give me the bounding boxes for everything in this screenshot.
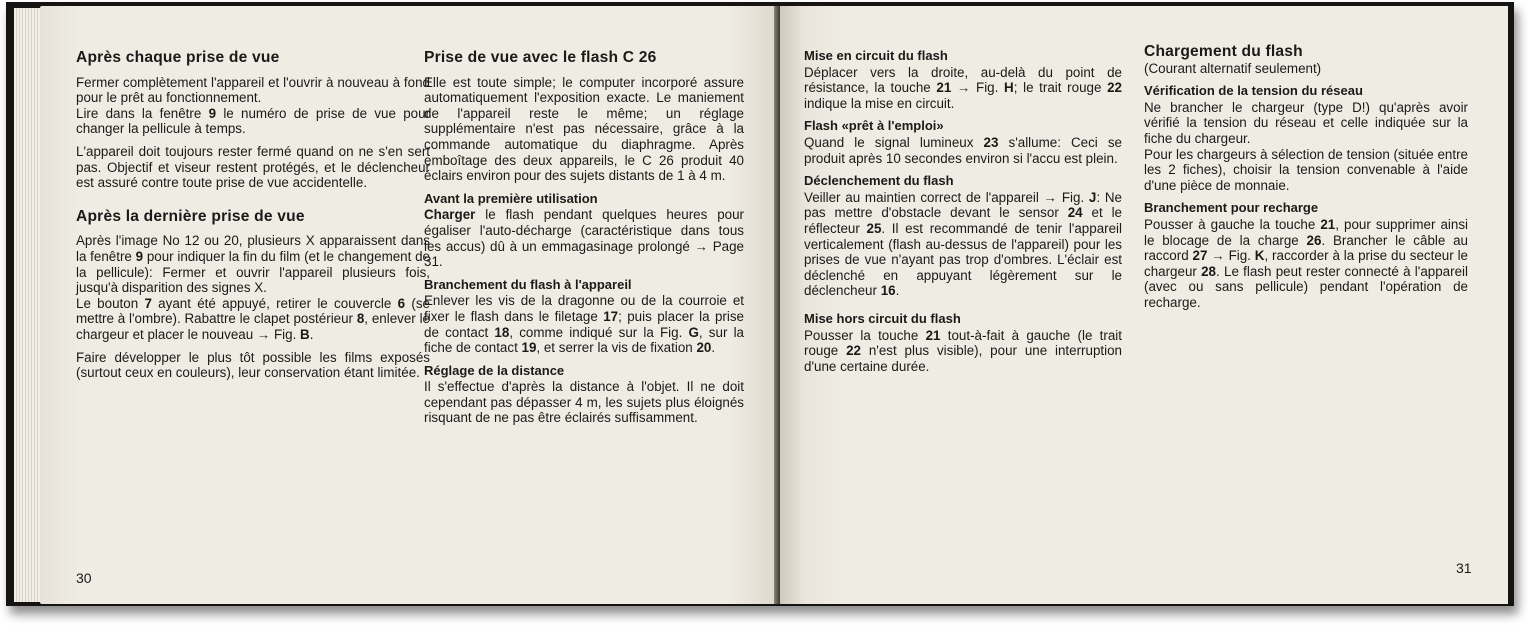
paragraph: Elle est toute simple; le computer incorporé assure automatiquement l'exposition exacte. Le maniement de l'appareil reste le même; un réglage supplémentaire n'est pas nécessaire, grâce à la commande automatique du diaphragme. Après emboîtage des deux appareils, le C 26 produit 40 éclairs environ pour des sujets distants de 1 à 4 m. <box>424 74 744 184</box>
paragraph: Quand le signal lumineux 23 s'allume: Ceci se produit après 10 secondes environ si l'accu est plein. <box>804 134 1122 166</box>
left-page <box>40 6 780 604</box>
subheading-before-first-use: Avant la première utilisation <box>424 190 598 206</box>
paragraph: Enlever les vis de la dragonne ou de la courroie et fixer le flash dans le filetage 17; puis placer la prise de contact 18, comme indiqué sur la Fig. G, sur la fiche de contact 19, et serrer la vis de fixation 20. <box>424 293 744 356</box>
subheading-distance-setting: Réglage de la distance <box>424 362 565 378</box>
heading-flash-shooting: Prise de vue avec le flash C 26 <box>424 49 657 66</box>
heading-flash-charging: Chargement du flash <box>1144 43 1303 60</box>
page-number-right: 31 <box>1456 560 1472 576</box>
paragraph: Le bouton 7 ayant été appuyé, retirer le couvercle 6 (se mettre à l'ombre). Rabattre le clapet postérieur 8, enlever le chargeur et placer le nouveau → Fig. B. <box>76 295 431 342</box>
subheading-flash-ready: Flash «prêt à l'emploi» <box>804 118 944 134</box>
paragraph: Pousser la touche 21 tout-à-fait à gauche (le trait rouge 22 n'est plus visible), pour une interruption d'une certaine durée. <box>804 327 1123 374</box>
left-column-1 <box>76 50 430 388</box>
paragraph: Fermer complètement l'appareil et l'ouvrir à nouveau à fond pour le prêt au fonctionnement. <box>76 74 430 106</box>
subheading-flash-off: Mise hors circuit du flash <box>804 310 961 326</box>
paragraph: Pour les chargeurs à sélection de tension (située entre les 2 fiches), choisir la tension convenable à l'aide d'une pièce de monnaie. <box>1144 146 1468 193</box>
subheading-recharge-connection: Branchement pour recharge <box>1144 200 1319 216</box>
paragraph: Il s'effectue d'après la distance à l'objet. Il ne doit cependant pas dépasser 4 m, les sujets plus éloignés risquant de ne pas être éclairés suffisamment. <box>424 379 744 426</box>
paragraph: Charger le flash pendant quelques heures pour égaliser l'auto-décharge (caractéristique dans tous les accus) dû à un emmagasinage prolongé → Page 31. <box>424 207 744 270</box>
paragraph: Ne brancher le chargeur (type D!) qu'après avoir vérifié la tension du réseau et celle indiquée sur la fiche du chargeur. <box>1144 99 1468 146</box>
subheading-flash-trigger: Déclenchement du flash <box>804 173 954 189</box>
right-column-2 <box>1144 44 1468 318</box>
paragraph: Après l'image No 12 ou 20, plusieurs X apparaissent dans la fenêtre 9 pour indiquer la fin du film (et le changement de la pellicule): Fermer et ouvrir l'appareil plusieurs fois, jusqu'à disparition des signes X. <box>76 233 430 296</box>
subheading-voltage-check: Vérification de la tension du réseau <box>1144 83 1363 99</box>
subtitle: (Courant alternatif seulement) <box>1144 60 1322 76</box>
subheading-flash-on: Mise en circuit du flash <box>804 48 948 63</box>
page-edges <box>14 8 40 602</box>
heading-after-last-shot: Après la dernière prise de vue <box>76 207 305 225</box>
paragraph: L'appareil doit toujours rester fermé quand on ne s'en sert pas. Objectif et viseur restent protégés, et le déclencheur est assuré contre toute prise de vue accidentelle. <box>76 143 430 191</box>
right-column-1 <box>804 48 1122 381</box>
paragraph: Lire dans la fenêtre 9 le numéro de prise de vue pour changer la pellicule à temps. <box>76 105 431 137</box>
right-page <box>780 6 1508 604</box>
paragraph: Faire développer le plus tôt possible les films exposés (surtout ceux en couleurs), leur conservation étant limitée. <box>76 349 430 381</box>
paragraph: Veiller au maintien correct de l'appareil → Fig. J: Ne pas mettre d'obstacle devant le sensor 24 et le réflecteur 25. Il est recommandé de tenir l'appareil verticalement (flash au-dessus de l'appareil) pour les prises de vue n'ayant pas trop d'ombres. L'éclair est déclenché en appuyant légèrement sur le déclencheur 16. <box>804 189 1122 299</box>
heading-after-each-shot: Après chaque prise de vue <box>76 49 280 66</box>
paragraph: Pousser à gauche la touche 21, pour supprimer ainsi le blocage de la charge 26. Brancher le câble au raccord 27 → Fig. K, raccorder à la prise du secteur le chargeur 28. Le flash peut rester connecté à l'appareil (avec ou sans pellicule) pendant l'opération de recharge. <box>1144 216 1468 310</box>
paragraph: Déplacer vers la droite, au-delà du point de résistance, la touche 21 → Fig. H; le trait rouge 22 indique la mise en circuit. <box>804 64 1122 111</box>
left-column-2 <box>424 50 744 433</box>
subheading-flash-connection: Branchement du flash à l'appareil <box>424 276 632 292</box>
open-booklet <box>6 2 1514 606</box>
page-number-left: 30 <box>76 570 92 586</box>
